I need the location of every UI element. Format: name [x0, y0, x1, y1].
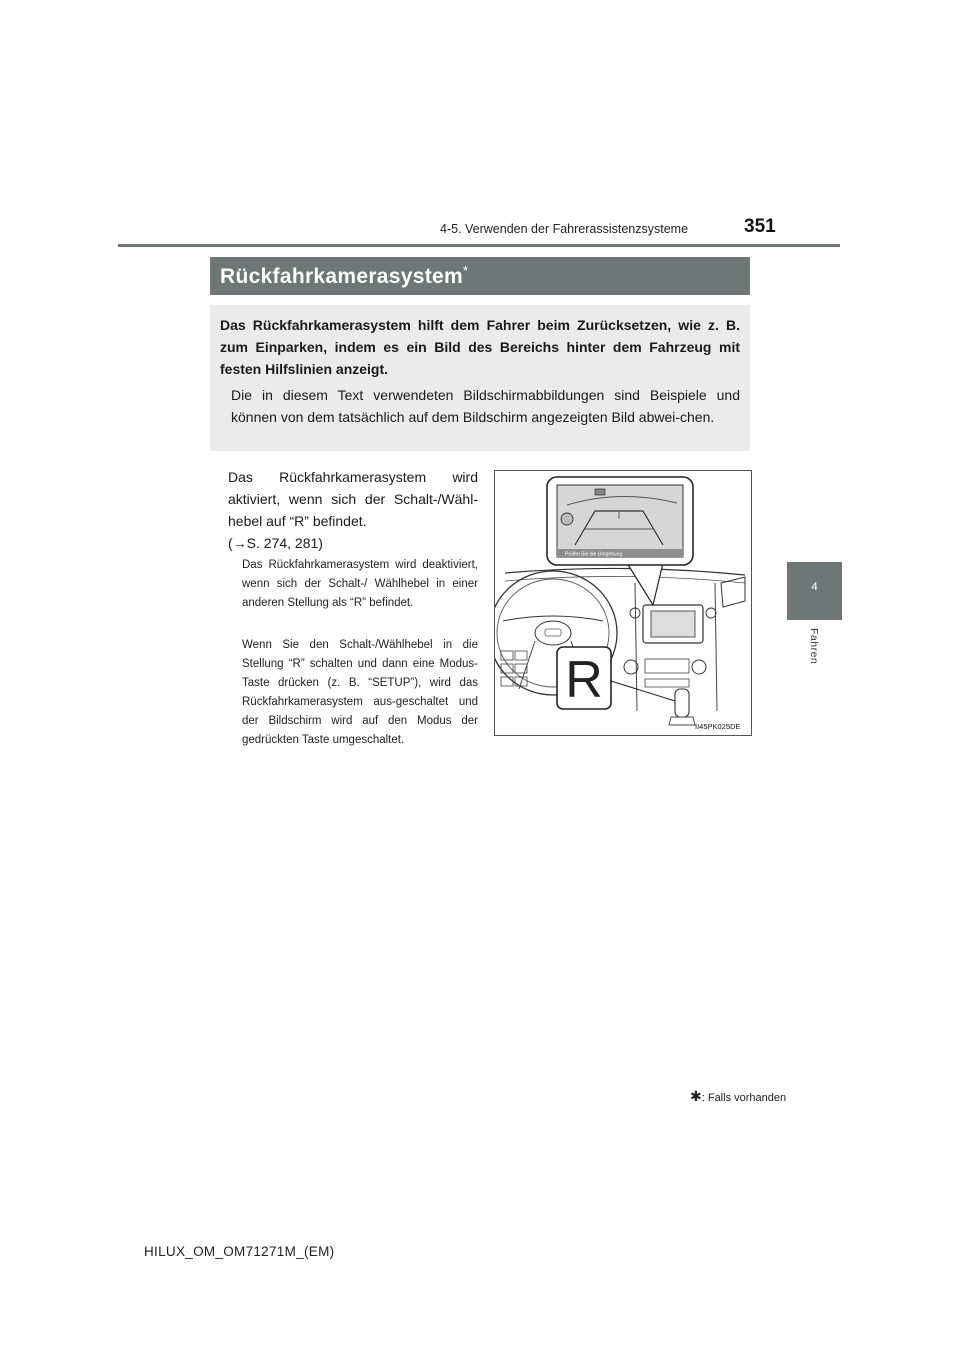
figure-code: II45PK025DE	[695, 722, 741, 731]
asterisk-icon: ✱	[690, 1088, 702, 1104]
body-paragraph-text: Das Rückfahrkamerasystem wird aktiviert, wenn sich der Schalt-/Wähl-hebel auf “R” befindet.	[228, 469, 478, 529]
intro-box	[210, 305, 750, 451]
optional-marker: *	[462, 263, 469, 278]
document-id: HILUX_OM_OM71271M_(EM)	[144, 1244, 335, 1259]
footnote-text: : Falls vorhanden	[701, 1092, 787, 1104]
page-title-text: Rückfahrkamerasystem	[220, 265, 463, 288]
gear-letter: R	[565, 651, 603, 709]
info-note: Das Rückfahrkamerasystem wird deaktiviert, wenn sich der Schalt-/ Wählhebel in einer anderen Stellung als “R” befindet.	[242, 559, 478, 609]
body-paragraph	[228, 466, 478, 554]
page-reference: (→S. 274, 281)	[228, 535, 323, 551]
switch-panel-icon	[501, 651, 527, 686]
chapter-label: Fahren	[808, 628, 820, 665]
intro-summary: Das Rückfahrkamerasystem hilft dem Fahrer beim Zurücksetzen, wie z. B. zum Einparken, indem es ein Bild des Bereichs hinter dem Fahrzeug mit festen Hilfslinien anzeigt.	[220, 317, 740, 377]
camera-screen-callout	[547, 477, 693, 565]
page-number: 351	[744, 216, 776, 237]
dashboard-drawing	[495, 471, 751, 735]
intro-note: Die in diesem Text verwendeten Bildschirmabbildungen sind Beispiele und können von dem tatsächlich auf dem Bildschirm angezeigten Bild abwei-chen.	[231, 387, 740, 425]
chapter-tab	[787, 562, 842, 620]
chapter-number: 4	[811, 581, 818, 593]
reverse-gear-callout	[557, 647, 611, 709]
footnote	[690, 1088, 786, 1105]
screen-caption: Prüfen Sie die Umgebung.	[565, 551, 624, 558]
info-note: Wenn Sie den Schalt-/Wählhebel in die Stellung “R” schalten und dann eine Modus-Taste drücken (z. B. “SETUP”), wird das Rückfahrkamerasystem aus-geschaltet und der Bildschirm wird auf den Modus der gedrückten Taste umgeschaltet.	[242, 639, 478, 746]
header-divider	[118, 244, 840, 247]
gear-shifter-icon	[669, 689, 695, 725]
title-bar	[210, 257, 750, 295]
dashboard-illustration	[494, 470, 752, 736]
page-title	[220, 263, 468, 289]
section-heading: 4-5. Verwenden der Fahrerassistenzsysteme	[440, 222, 689, 236]
